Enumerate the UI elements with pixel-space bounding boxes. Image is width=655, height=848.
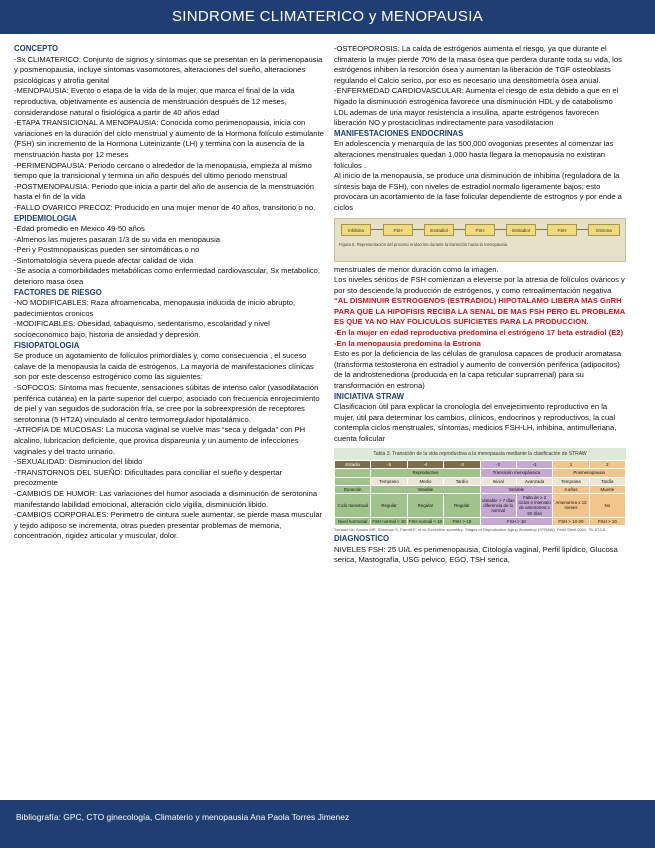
table-row bbox=[335, 461, 626, 469]
table-cell: Medio bbox=[407, 477, 443, 485]
table-cell: Muerte bbox=[589, 485, 625, 493]
section-heading-factores-riesgo: FACTORES DE RIESGO bbox=[14, 287, 102, 297]
section-heading-diagnostico: DIAGNOSTICO bbox=[334, 534, 390, 544]
footer bbox=[0, 800, 655, 848]
table-cell: Inicial bbox=[480, 477, 516, 485]
paragraph: menstruales de menor duración como la imagen. bbox=[334, 264, 499, 274]
paragraph: -CAMBIOS CORPORALES: Perimetro de cintura suele aumentar, se pierde masa muscular y tejido adiposo se incrementa, otras pueden presentar problemas de memoria, concentración, rigidez articular y muscular, dolor. bbox=[14, 510, 323, 541]
table-cell bbox=[335, 477, 371, 485]
table-cell: Posmenopausia bbox=[553, 469, 626, 477]
highlight-text: -En la menopausia predomina la Estrona bbox=[334, 338, 481, 348]
table-cell: Duración bbox=[335, 485, 371, 493]
list-item: -Almenos las mujeres pasaran 1/3 de su vida en menopausia bbox=[14, 234, 220, 244]
straw-table bbox=[334, 448, 626, 532]
table-cell: Falta de ≥ 2 ciclos e intervalo de amenorrea ≥ 60 días bbox=[518, 495, 551, 516]
paragraph: -SEXUALIDAD: Disminucion del libido bbox=[14, 457, 143, 467]
paragraph: Al inicio de la menopausia, se produce una disminución de inhibina (reguladora de la síntesis baja de FSH), con niveles de estradiol normalo ligeramente bajos; esto provocara un acortamiento de la fase folicular dependiente de estrognos y por ende a ciclos bbox=[334, 171, 622, 212]
table-cell: Variable bbox=[480, 485, 553, 493]
paragraph: -ATROFIA DE MUCOSAS: La mucosa vaginal se vuelve mas “seca y delgada” con PH alcalino, lubricacion deficiente, que provica dispareunia y un aumento de infecciones vaginales y del tracto urinario. bbox=[14, 425, 306, 456]
table-cell: FSH normal < 10 bbox=[408, 518, 443, 524]
table-cell: Variable > 7 días diferencia de lo normal bbox=[480, 494, 516, 518]
table-cell: Avanzada bbox=[516, 477, 552, 485]
paragraph: Esto es por la deficiencia de las células de granulosa capaces de producir aromatasa (transforma testosterona en estradiol y aumento de conversión periferica (adipocitos) de la androstenediona (producida en la capa reticular suprarrenal) para su transformación en estrona) bbox=[334, 349, 622, 391]
table-cell: 4 años bbox=[553, 485, 589, 493]
figure-box-estradiol: Estradiol bbox=[506, 224, 536, 236]
figure-box-estrona: Estrona bbox=[588, 224, 620, 236]
paragraph: -OSTEOPOROSIS: La caída de estrógenos aumenta el riesgo, ya que durante el climaterio la mujer pierde 70% de la masa ósea que perdera durante toda su vida, los estrógenos inhiben la resorción ósea y aumentan la liberación de TGF osteoblasts regulando el Calcio serico, por eso es necesario una densitometría ósea anual. bbox=[334, 44, 622, 85]
table-cell: Temprano bbox=[371, 477, 407, 485]
arrow-icon bbox=[413, 229, 424, 230]
paragraph: Se produce un agotamiento de folículos primordiales y, como consecuencia , el suceso calave de la menopausia la caida de estrógenos. La mayoría de manifestaciones clínicas son por este descenso estrogénico como las siguientes: bbox=[14, 351, 314, 382]
table-cell: Variable bbox=[371, 485, 480, 493]
paragraph: -MENOPAUSIA: Evento o etapa de la vida de la mujer, que marca el final de la vida reproductiva, objetivamente es ausencia de menstruación después de 12 meses, considerandose natural o fisiológica a partir de 40 años edad bbox=[14, 86, 295, 117]
section-heading-manifestaciones: MANIFESTACIONES ENDOCRINAS bbox=[334, 128, 464, 138]
table-cell: Regular bbox=[444, 494, 480, 518]
table-cell: -1 bbox=[516, 461, 552, 469]
bibliography-text: Bibliografía: GPC, CTO ginecología, Climaterio y menopausia Ana Paola Torres Jimenez bbox=[16, 812, 350, 822]
section-heading-epidemiologia: EPIDEMIOLOGIA bbox=[14, 213, 77, 223]
arrow-icon bbox=[454, 229, 465, 230]
table-cell: Nivel hormonal bbox=[335, 517, 371, 525]
figure-box-inhibina: Inhibina bbox=[341, 224, 371, 236]
paragraph: En adolescencia y menarquía de las 500,000 ovogonias presentes al comenzar las alteraciones menstruales quedan 1,000 hasta llegara la menopausia no existiran folículos . bbox=[334, 139, 614, 170]
table-cell: Transición menopáusica bbox=[480, 469, 553, 477]
table-cell: -2 bbox=[480, 461, 516, 469]
list-item: -Edad promedio en Mexico 49-50 años bbox=[14, 224, 145, 234]
table-cell: -5 bbox=[371, 461, 407, 469]
table-cell: Reproductivo bbox=[371, 469, 480, 477]
paragraph: -SOFOCOS: Síntoma mas frecuente, sensaciones súbitas de intenso calor (vasodilatación periférica cutánea) en la parte superior del cuerpo, asociado con frecuencia enrojecimiento de piel y van seguidos de sudoración fría, se cree por la sobreexpresión de receptores serotonina (5 HT2A) vinculado al centro termorregulador hipotalámico. bbox=[14, 383, 320, 424]
table-cell: FSH normal < 10 bbox=[372, 518, 406, 524]
paragraph: -ETAPA TRANSICIONAL A MENOPAUSIA: Conocida como perimenopausia, inicia con variaciones en la duración del ciclo menstrual y aumento de la Hormona folículo estimulante (FSH) sin incremento de la Hormona Luteinizante (LH) y termina con la ausencia de la menstruación hasta por 12 meses bbox=[14, 118, 324, 159]
table-cell: Amenorrea x 12 meses bbox=[553, 494, 589, 518]
table-cell: No bbox=[589, 494, 625, 518]
paragraph: -TRANSTORNOS DEL SUEÑO: Dificultades para conciliar el sueño y despertar precozmente bbox=[14, 467, 282, 488]
figure-box-estradiol: Estradiol bbox=[424, 224, 454, 236]
table-cell: -3 bbox=[444, 461, 480, 469]
table-cell: Tardía bbox=[589, 477, 625, 485]
table-row bbox=[335, 494, 626, 518]
table-cell: Tardío bbox=[444, 477, 480, 485]
arrow-icon bbox=[536, 229, 547, 230]
table-cell: Temprana bbox=[553, 477, 589, 485]
table-note: Tomado de: Soules MR, Sherman S, Parrott E, et al. Executive summary: Stages of Reproductive Aging Workshop (STRAW). Fertil Steril 2001; 76: 874-8. bbox=[334, 527, 607, 533]
paragraph: -ENFERMEDAD CARDIOVASCULAR: Aumenta el riesgo de esta debido a que en el higado la disminución estrogénica favorece una disminución HDL y de catabolismo LDL ademas de una mayor resistencia a insulina, aparte estrógenos favorecen liberación NO y prostaciclinas indirectamente para vasodilatacion bbox=[334, 86, 619, 128]
table-title: Tabla 3. Transición de la vida reproductiva a la menopausia mediante la clasificación de STRAW bbox=[334, 448, 626, 461]
list-item: -Se asocia a comorbilidades metabólicas como enfermedad cardiovascular, Sx metabolico, deterioro masa ósea bbox=[14, 266, 321, 287]
paragraph: -NO MODIFICABLES: Raza afroamericaba, menopausia inducida de inicio abrupto, padecimientos cronicos bbox=[14, 298, 296, 318]
table-cell: -4 bbox=[407, 461, 443, 469]
paragraph: NIVELES FSH: 25 UI/L es perimenopausia, Citología vaginal, Perfil lipídico, Glucosa serica, Mastografía, USG pelvico, EGO, TSH serica, bbox=[334, 544, 618, 565]
table-cell: Regular bbox=[371, 494, 407, 518]
table-cell: FSH > 10 bbox=[589, 517, 625, 525]
section-heading-fisiopatologia: FISIOPATOLOGIA bbox=[14, 340, 80, 350]
arrow-icon bbox=[577, 229, 588, 230]
table-cell: Regular bbox=[407, 494, 443, 518]
figure-box-fsh: FSH bbox=[383, 224, 413, 236]
paragraph: Clasificacion útil para explicar la cronología del envejecimiento reproductivo en la mujer, útil para determinar los cambios, clínicos, endocrinos y reproductivos, la cual contempla ciclos menstruales, síntomas, medicios FSH-LH, inhibina, antimulleriana, cuenta folicular bbox=[334, 402, 617, 443]
table-cell: Ciclo menstrual bbox=[335, 494, 371, 518]
table-row bbox=[335, 517, 626, 525]
arrow-icon bbox=[371, 229, 383, 230]
figure-box-fsh: FSH bbox=[465, 224, 495, 236]
paragraph: -CAMBIOS DE HUMOR: Las variaciones del humor asociada a disminución de serotonina manifestando labilidad emocional, alteración ciclo vigilia, disminución libido. bbox=[14, 488, 318, 509]
table-cell: 2 bbox=[589, 461, 625, 469]
table-row bbox=[335, 485, 626, 493]
list-item: -Peri y Postmnopausicas pueden ser sintomáticas o no bbox=[14, 245, 200, 255]
right-column bbox=[334, 44, 626, 566]
table-cell: FSH > 10-30 bbox=[553, 517, 589, 525]
highlight-text: “AL DISMINUIR ESTROGENOS (ESTRADIOL) HIPOTALAMO LIBERA MAS GnRH PARA QUE LA HIPOFISIS RECIBA LA SENAL DE MAS FSH PERO EL PROBLEMA ES QUE YA NO HAY FOLICULOS SUFICIETES PARA LA PRODUCCION. bbox=[334, 296, 625, 327]
figure-caption: Figura 5. Representación del proceso endocrino durante la transición hacia la menopausia. bbox=[339, 241, 508, 247]
list-item: -Sintomatología severa puede afectar calidad de vida bbox=[14, 255, 194, 265]
paragraph: -PERIMENOPAUSIA: Periodo cercano o alrededor de la menopausia, empieza al mismo tiempo que la transicional y termina un año después del ultimo periodo menstrual bbox=[14, 160, 312, 181]
paragraph: -MODIFICABLES: Obesidad, tabaquismo, sedentarismo, escolaridad y nivel socioeconomico bajo, historia de ansiedad y depresión. bbox=[14, 319, 270, 340]
page-title: SINDROME CLIMATERICO y MENOPAUSIA bbox=[0, 0, 655, 34]
paragraph: Los niveles séricos de FSH comienzan a eleverse por la atresia de folículos ováricos y por sto desciende la producción de estrógenos, y como retroalimentación negativa bbox=[334, 275, 625, 295]
section-heading-concepto: CONCEPTO bbox=[14, 44, 59, 53]
table-cell: FSH > 10 bbox=[444, 517, 480, 525]
table-row bbox=[335, 469, 626, 477]
table-cell: 1 bbox=[553, 461, 589, 469]
table-row bbox=[335, 477, 626, 485]
table-cell bbox=[335, 469, 371, 477]
arrow-icon bbox=[495, 229, 506, 230]
paragraph: -Sx CLIMATERICO: Conjunto de signos y síntomas que se presentan en la perimenopausia y posmenopausia, incluye síntomas vasomotores, alteraciones del sueño, alteraciones psicológicas y atrofia genital bbox=[14, 54, 323, 85]
table-cell: Estadio bbox=[335, 461, 371, 469]
paragraph: -POSTMENOPAUSIA: Periodo que inicia a partir del año de ausencia de la menstruación hasta el fin de la vida bbox=[14, 181, 314, 202]
figure-box-fsh: FSH bbox=[547, 224, 577, 236]
left-column bbox=[14, 44, 326, 542]
table-cell: FSH > 10 bbox=[480, 517, 553, 525]
endocrine-figure bbox=[334, 218, 626, 262]
highlight-text: -En la mujer en edad reproductiva predomina el estrógeno 17 beta estradiol (E2) bbox=[334, 328, 624, 338]
paragraph: -FALLO OVARICO PRECOZ: Producido en una mujer menor de 40 años, transitorio o no. bbox=[14, 202, 316, 212]
section-heading-straw: INICIATIVA STRAW bbox=[334, 391, 405, 401]
